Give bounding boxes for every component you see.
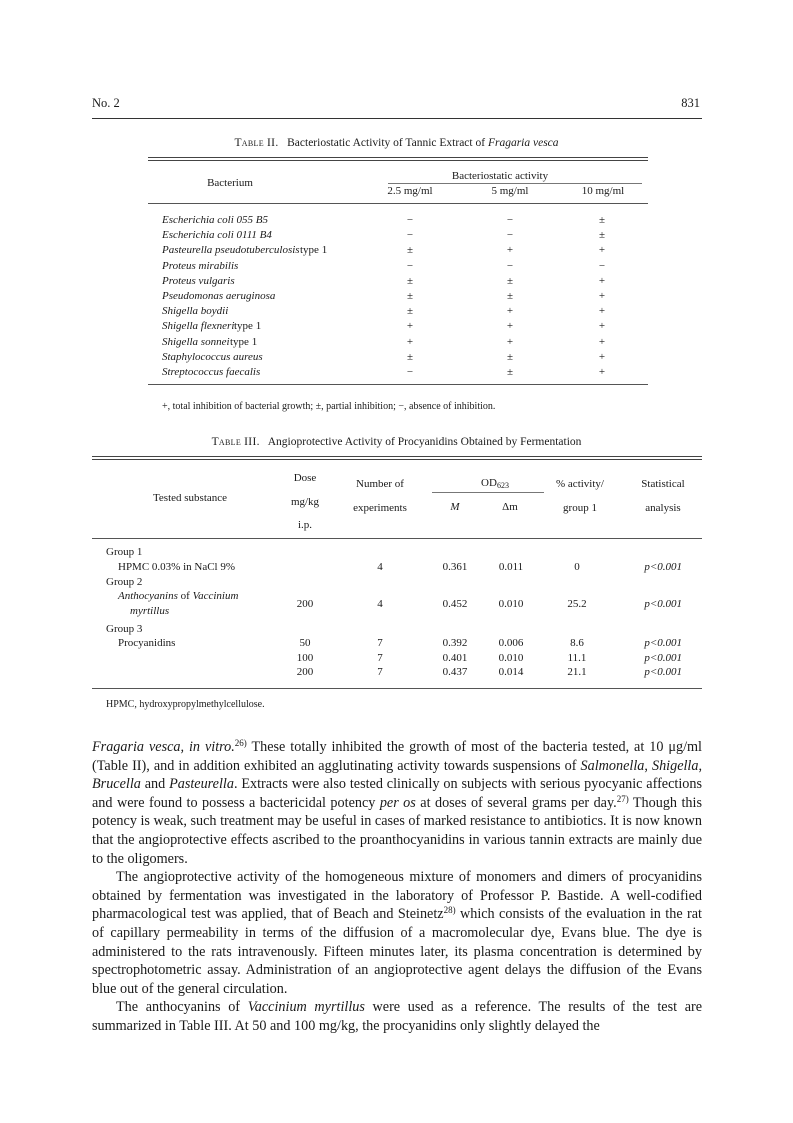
table2-cell-c2: + — [506, 244, 514, 257]
table3-h-stat2: analysis — [645, 502, 681, 514]
table3-g2-of: of — [177, 590, 193, 602]
p3-text-a: The anthocyanins of — [116, 999, 248, 1016]
table2-cell-c1: ± — [406, 290, 414, 302]
paragraph-1 — [92, 738, 702, 868]
p1-text-d: Though this potency is weak, such treatment may be useful in cases of marked resistance to antibiotics. It is now known that the angioprotective effects ascribed to the proanthocyanidins in various tannin extracts are mainly due to the oligomers. — [92, 794, 702, 867]
table2-cell-c3: + — [598, 290, 606, 302]
table3-g3-dm: 0.010 — [498, 651, 524, 664]
table2-cell-c2: − — [506, 229, 514, 242]
table3-g3-dose: 100 — [296, 651, 314, 664]
table3-g2-act: 25.2 — [567, 598, 587, 610]
table3-group3-label: Group 3 — [106, 623, 143, 635]
table2-header-c2: 5 mg/ml — [491, 185, 529, 197]
table3-g1-act: 0 — [574, 561, 580, 573]
table2-bacterium-name: Escherichia coli 055 B5 — [162, 214, 269, 226]
table2-bacterium-name: Shigella sonnei — [162, 335, 230, 348]
p1-and: and — [140, 776, 170, 793]
table2-cell-c3: + — [598, 305, 606, 318]
table2-cell-c1: − — [406, 214, 414, 226]
table2-cell-c1: − — [406, 229, 414, 242]
table3-h-dose1: Dose — [293, 472, 317, 484]
table2-bacterium-suffix: type 1 — [300, 244, 328, 257]
table2-label: Table II. — [234, 137, 279, 149]
p1-shigella: Shigella — [651, 757, 699, 774]
table3-h-stat1: Statistical — [641, 478, 685, 490]
table3-h-act1: % activity/ — [556, 478, 604, 490]
table2-header-bacterium: Bacterium — [207, 177, 253, 189]
table3-h-num1: Number of — [356, 478, 404, 490]
page-number: 831 — [681, 96, 700, 110]
table3-g3-p: p<0.001 — [644, 666, 682, 678]
table2-header-group: Bacteriostatic activity — [451, 170, 549, 182]
table2-bacterium-name: Proteus mirabilis — [162, 259, 239, 272]
table2-cell-c1: ± — [406, 244, 414, 257]
table2-cell-c1: − — [406, 366, 414, 378]
table2-title: Bacteriostatic Activity of Tannic Extract of — [287, 137, 486, 149]
table3-g2-m: 0.452 — [442, 598, 468, 610]
table3-group2-label: Group 2 — [106, 576, 143, 588]
table3-g3-dm: 0.006 — [498, 637, 524, 649]
table3-g3-act: 8.6 — [570, 637, 584, 649]
table3-g1-dm: 0.011 — [498, 561, 524, 573]
table2-cell-c2: ± — [506, 290, 514, 302]
table3-g3-m: 0.401 — [442, 651, 468, 664]
table3-h-od-label: OD — [481, 477, 497, 489]
table3-g2-anthocyanins: Anthocyanins — [118, 590, 178, 602]
p1-pasteurella: Pasteurella — [169, 776, 234, 793]
table2-cell-c3: ± — [598, 214, 606, 226]
table2-bacterium-name: Streptococcus faecalis — [162, 366, 261, 378]
table2-cell-c3: − — [598, 259, 606, 272]
table2-cell-c1: − — [406, 259, 414, 272]
table2-cell-c1: ± — [406, 305, 414, 318]
table3-g3-p: p<0.001 — [644, 651, 682, 664]
table3-g3-dm: 0.014 — [498, 666, 524, 678]
table2-cell-c3: + — [598, 320, 606, 333]
table3-h-dose3: i.p. — [297, 519, 313, 531]
p1-per-os: per os — [379, 794, 416, 811]
table3-g2-n: 4 — [377, 598, 383, 610]
table2-cell-c2: + — [506, 305, 514, 318]
table2-bacterium-name: Staphylococcus aureus — [162, 350, 263, 363]
p1-text-a: These totally inhibited the growth of most of the bacteria tested, at 10 μg/ml (Table II), and in addition exhibited an agglutinating activity towards suspensions of — [92, 739, 702, 774]
table2-bacterium-suffix: type 1 — [234, 320, 262, 333]
table3-g1-m: 0.361 — [442, 561, 468, 573]
table2-cell-c1: ± — [406, 274, 414, 287]
table3-g2-dose: 200 — [296, 598, 314, 610]
table3-group1-label: Group 1 — [106, 546, 143, 558]
table3-g3-m: 0.392 — [442, 637, 468, 649]
p2-ref-28: 28) — [443, 905, 456, 916]
p1-text-b: . Extracts were also tested clinically on subjects with serious pyocyanic affections and were found to possess a bactericidal potency — [92, 776, 702, 811]
table3-g3-act: 21.1 — [567, 666, 587, 678]
table3-od-rule — [432, 492, 544, 493]
table3-g2-vaccinium: Vaccinium — [192, 590, 239, 602]
table3-group2-sub2: myrtillus — [130, 605, 170, 617]
table3-g3-dose: 200 — [296, 666, 314, 678]
table2-bacterium-name: Shigella boydii — [162, 305, 229, 318]
table3-footnote: HPMC, hydroxypropylmethylcellulose. — [106, 699, 265, 710]
table2-cell-c1: ± — [406, 350, 414, 363]
p1-comma-1: , — [644, 757, 652, 774]
paragraph-3 — [92, 998, 702, 1035]
table3-title: Angioprotective Activity of Procyanidins Obtained by Fermentation — [267, 436, 582, 448]
table3-group3-sub: Procyanidins — [118, 637, 176, 649]
paragraph-2 — [92, 868, 702, 998]
table2-cell-c1: + — [406, 335, 414, 348]
body-text — [92, 738, 702, 1036]
table3-h-substance: Tested substance — [152, 492, 228, 504]
p2-text-b: which consists of the evaluation in the rat of capillary permeability in terms of the diffusion of a macromolecular dye, Evans blue. The dye is administered to the rats intravenously. Fifteen minutes later, its plasma concentration is determined by spectrophotometric assay. Administration of an angioprotective agent delays the diffusion of the Evans blue out of the general circulation. — [92, 906, 702, 997]
table2-bacterium-name: Escherichia coli 0111 B4 — [162, 229, 272, 242]
table3-h-dm: Δm — [502, 501, 518, 513]
table3-g3-m: 0.437 — [442, 666, 468, 678]
table3-g3-n: 7 — [377, 651, 383, 664]
table2-cell-c3: + — [598, 366, 606, 378]
table2-cell-c2: + — [506, 335, 514, 348]
table3-g2-dm: 0.010 — [498, 598, 524, 610]
p1-ref-26: 26) — [234, 738, 247, 748]
table3-g3-n: 7 — [377, 637, 383, 649]
table3-g2-p: p<0.001 — [644, 598, 682, 610]
p3-vaccinium: Vaccinium myrtillus — [247, 999, 365, 1016]
table2-cell-c3: + — [598, 335, 606, 348]
table2-header-c3: 10 mg/ml — [581, 185, 625, 197]
p1-text-c: at doses of several grams per day. — [415, 794, 617, 811]
p1-salmonella: Salmonella — [580, 757, 645, 774]
table3-g3-n: 7 — [377, 666, 383, 678]
table2-cell-c2: − — [506, 259, 514, 272]
table3-h-act2: group 1 — [563, 502, 597, 514]
table3-g3-p: p<0.001 — [644, 637, 682, 649]
p1-ref-27: 27) — [616, 793, 629, 804]
table3-header-rule — [92, 538, 702, 539]
table2-title-species: Fragaria vesca — [487, 137, 559, 149]
p2-text-a: The angioprotective activity of the homogeneous mixture of monomers and dimers of procyanidins obtained by fermentation was investigated in the laboratory of Professor P. Bastide. A well-codified pharmacological test was applied, that of Beach and Steinetz — [92, 869, 702, 923]
table2-cell-c3: + — [598, 244, 606, 257]
table3-bottom-rule — [92, 688, 702, 689]
table2-bacterium-name: Proteus vulgaris — [162, 274, 235, 287]
table2-cell-c2: − — [506, 214, 514, 226]
table2-footnote: +, total inhibition of bacterial growth; ±, partial inhibition; −, absence of inhibition. — [162, 401, 496, 412]
table3-group2-sub — [118, 590, 238, 602]
table2-cell-c3: ± — [598, 229, 606, 242]
p1-comma-2: , — [698, 757, 703, 774]
table2-header-c1: 2.5 mg/ml — [387, 185, 433, 197]
table3-g3-act: 11.1 — [567, 651, 587, 664]
table3-h-od — [450, 477, 540, 489]
table3-h-od-sub: 623 — [496, 481, 509, 490]
running-header-issue: No. 2 — [92, 96, 120, 110]
p3-text-b: were used as a reference. The results of the test are summarized in Table III. At 50 and 100 mg/kg, the procyanidins only slightly delayed the — [92, 999, 703, 1034]
table2-cell-c3: + — [598, 350, 606, 363]
table2-cell-c2: ± — [506, 350, 514, 363]
table3-g3-dose: 50 — [299, 637, 311, 649]
table3-label: Table III. — [211, 436, 260, 448]
table3-group1-sub: HPMC 0.03% in NaCl 9% — [118, 561, 236, 573]
table2-bacterium-name: Shigella flexneri — [162, 320, 235, 333]
table2-bacterium-name: Pasteurella pseudotuberculosis — [162, 244, 300, 257]
table3-h-m: M — [450, 501, 460, 513]
table3-g1-n: 4 — [377, 561, 383, 573]
table2-cell-c2: ± — [506, 274, 514, 287]
p1-species: Fragaria vesca, in vitro. — [92, 739, 235, 755]
p1-brucella: Brucella — [92, 776, 141, 793]
table3-h-dose2: mg/kg — [290, 496, 320, 508]
table2-bacterium-name: Pseudomonas aeruginosa — [162, 290, 276, 302]
table2-cell-c1: + — [406, 320, 414, 333]
table2-cell-c3: + — [598, 274, 606, 287]
table3-g1-p: p<0.001 — [644, 561, 682, 573]
table3-h-num2: experiments — [353, 502, 407, 514]
table2-cell-c2: ± — [506, 366, 514, 378]
table2-bacterium-suffix: type 1 — [230, 335, 258, 348]
table2-cell-c2: + — [506, 320, 514, 333]
